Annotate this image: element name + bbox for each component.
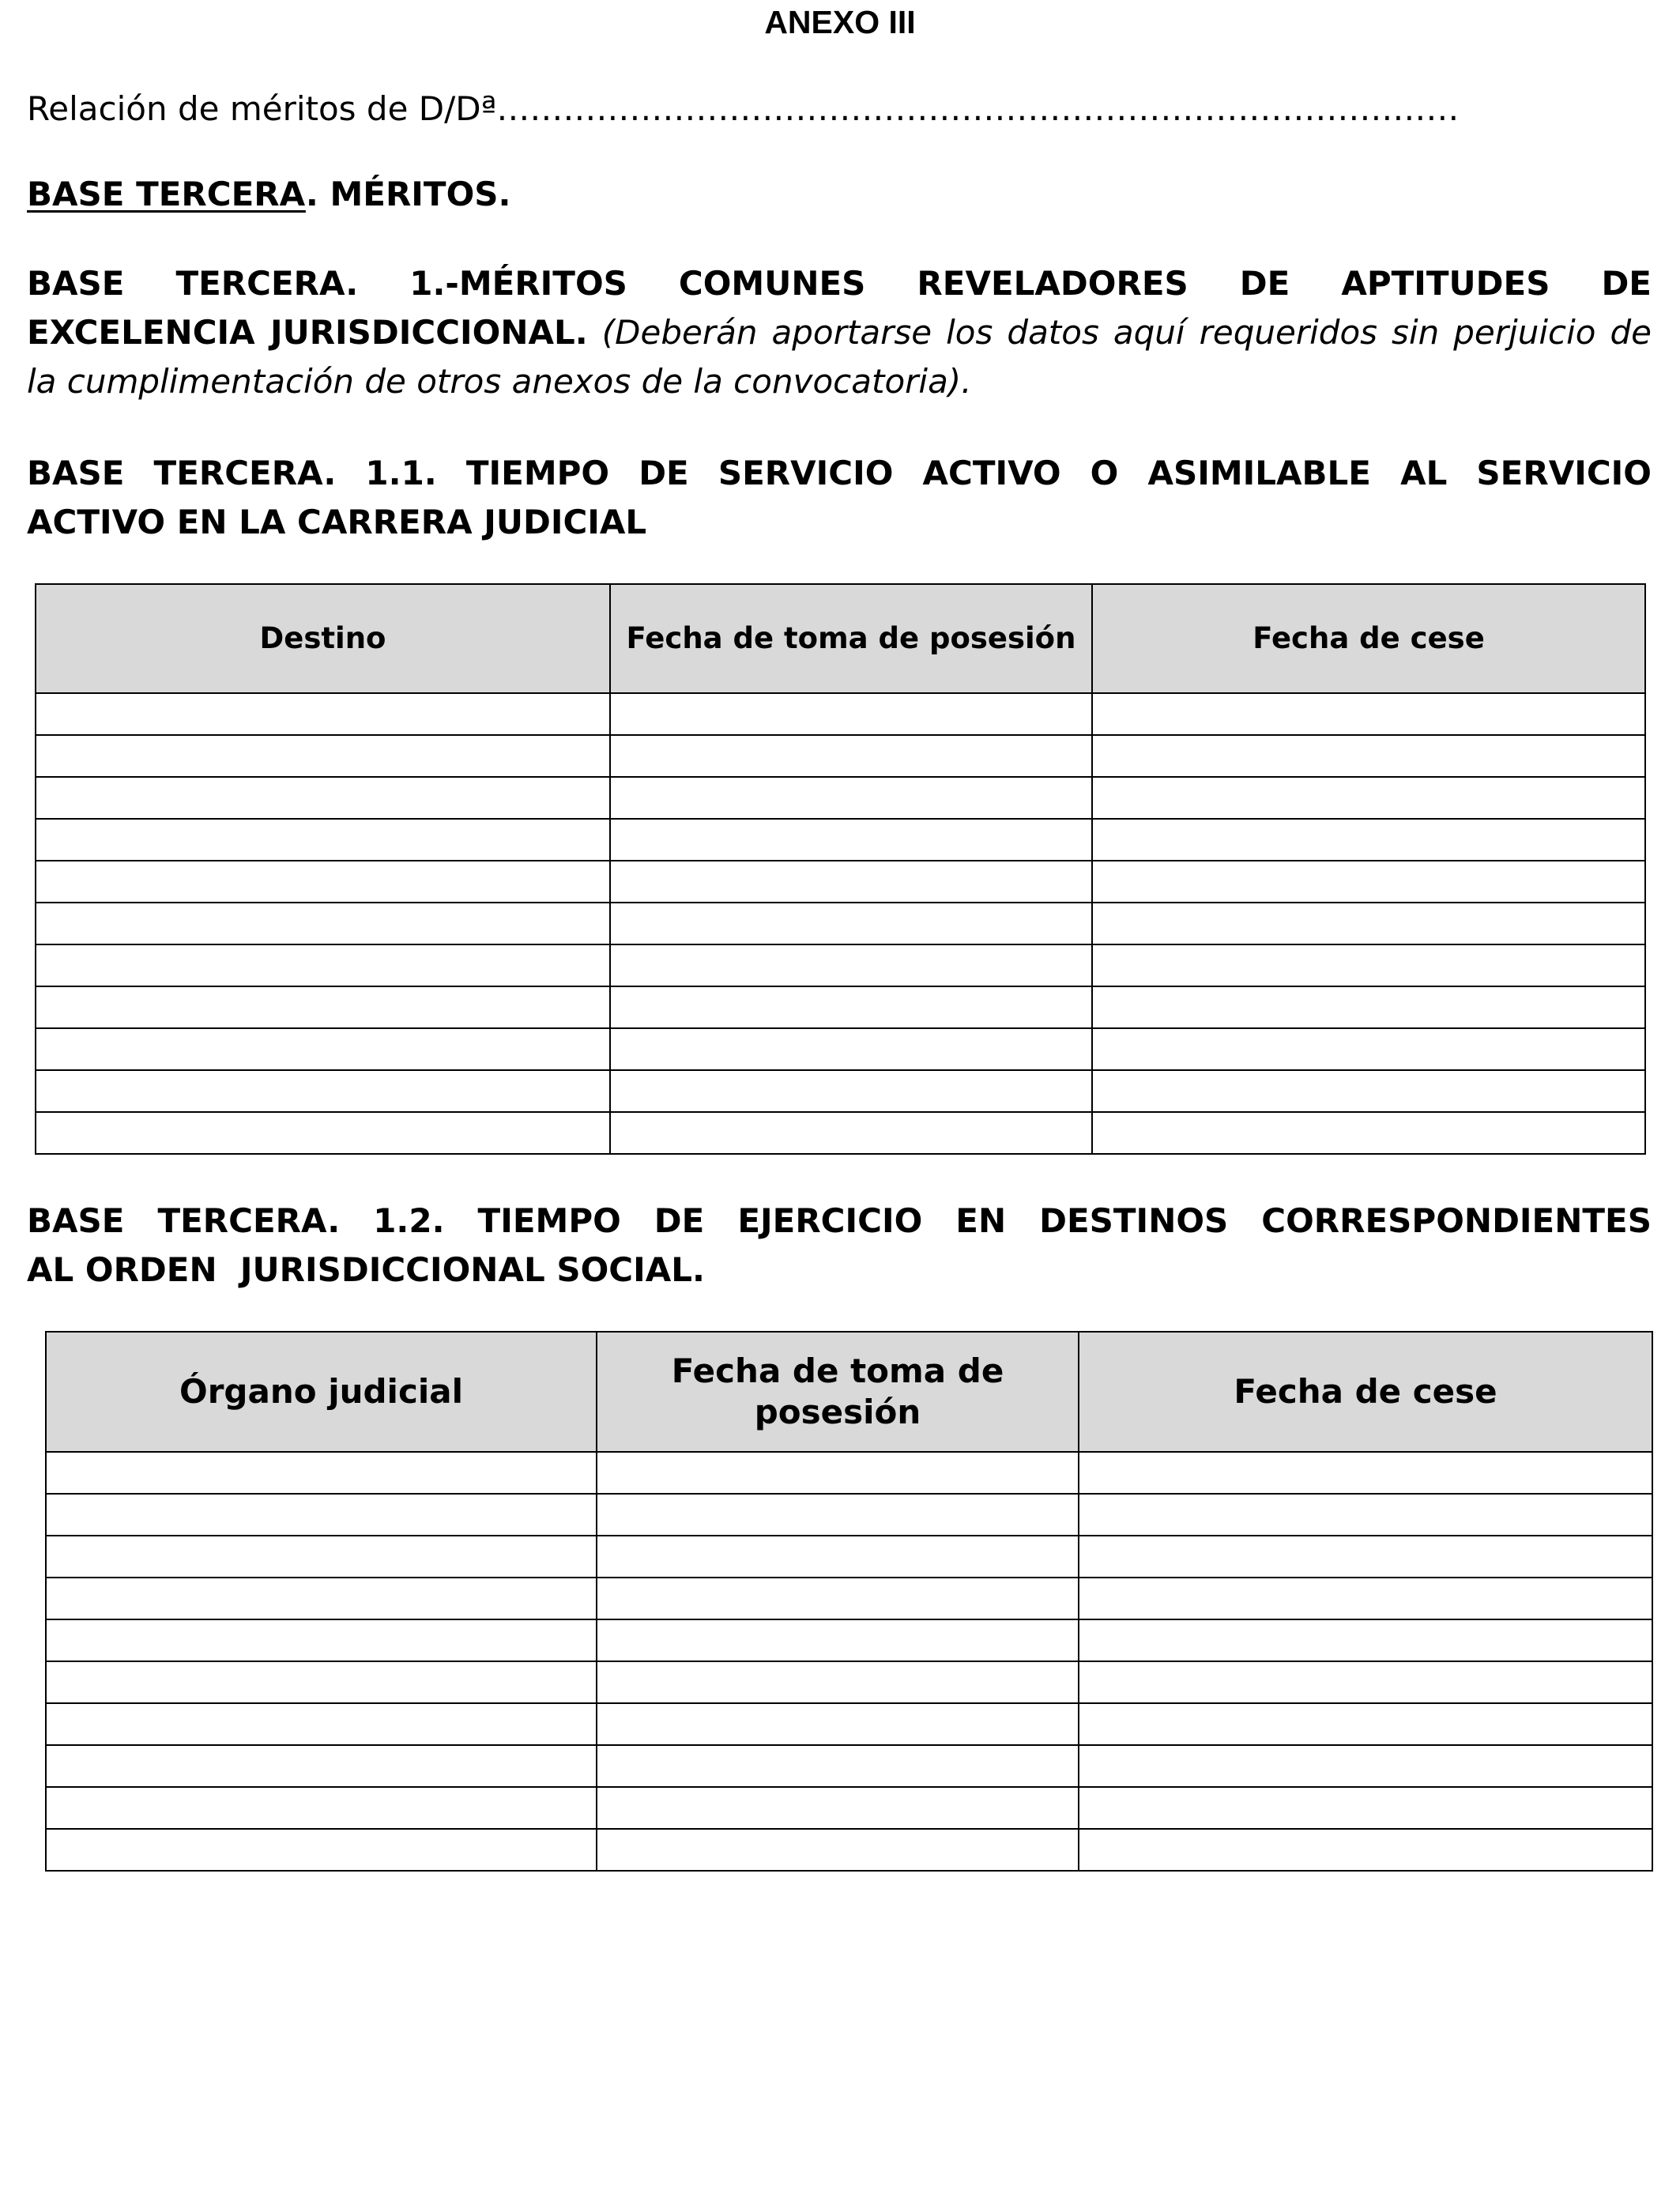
table-row — [36, 986, 1645, 1028]
column-header-fecha-toma: Fecha de toma de posesión — [610, 584, 1092, 693]
table-cell[interactable] — [597, 1829, 1079, 1871]
table-cell[interactable] — [36, 693, 610, 735]
table-cell[interactable] — [1079, 1745, 1652, 1787]
table-cell[interactable] — [1079, 1619, 1652, 1661]
column-header-fecha-cese: Fecha de cese — [1079, 1332, 1652, 1452]
table-cell[interactable] — [1092, 944, 1645, 986]
section-1-note: (Deberán aportarse los datos aquí requeridos sin perjuicio de la cumplimentación de otros anexos de la convocatoria). — [27, 313, 1652, 401]
table-cell[interactable] — [46, 1661, 597, 1703]
table-cell[interactable] — [36, 1070, 610, 1112]
social-jurisdiction-table — [45, 1331, 1653, 1872]
table-row — [36, 903, 1645, 944]
table-cell[interactable] — [1092, 819, 1645, 861]
table-row — [36, 693, 1645, 735]
table-cell[interactable] — [610, 777, 1092, 819]
table-cell[interactable] — [597, 1787, 1079, 1829]
table-cell[interactable] — [1092, 693, 1645, 735]
table-cell[interactable] — [610, 1070, 1092, 1112]
table-cell[interactable] — [46, 1703, 597, 1745]
table-cell[interactable] — [46, 1452, 597, 1494]
table-cell[interactable] — [610, 1112, 1092, 1154]
table-cell[interactable] — [46, 1536, 597, 1578]
table-cell[interactable] — [1092, 1028, 1645, 1070]
table-cell[interactable] — [610, 986, 1092, 1028]
table-cell[interactable] — [597, 1745, 1079, 1787]
table-cell[interactable] — [1079, 1494, 1652, 1536]
table-cell[interactable] — [36, 861, 610, 903]
table-row — [36, 1070, 1645, 1112]
relation-line — [27, 87, 1459, 131]
table-header-row — [36, 584, 1645, 693]
table-cell[interactable] — [46, 1578, 597, 1619]
table-header-row — [46, 1332, 1652, 1452]
table-cell[interactable] — [36, 944, 610, 986]
table-cell[interactable] — [597, 1452, 1079, 1494]
table-cell[interactable] — [597, 1536, 1079, 1578]
relation-name-field[interactable]: …………………………………………………………………………… — [496, 89, 1460, 128]
table-cell[interactable] — [610, 735, 1092, 777]
table-cell[interactable] — [610, 819, 1092, 861]
table-row — [46, 1787, 1652, 1829]
table-cell[interactable] — [46, 1494, 597, 1536]
table-row — [46, 1745, 1652, 1787]
table-cell[interactable] — [1079, 1703, 1652, 1745]
table-cell[interactable] — [597, 1619, 1079, 1661]
section-1-2-heading-line2: AL ORDEN JURISDICCIONAL SOCIAL. — [27, 1250, 705, 1289]
table-cell[interactable] — [597, 1703, 1079, 1745]
column-header-fecha-cese: Fecha de cese — [1092, 584, 1645, 693]
table-row — [36, 735, 1645, 777]
table-cell[interactable] — [610, 1028, 1092, 1070]
table-cell[interactable] — [597, 1661, 1079, 1703]
table-row — [36, 1112, 1645, 1154]
table-cell[interactable] — [1092, 861, 1645, 903]
table-row — [46, 1661, 1652, 1703]
table-cell[interactable] — [36, 777, 610, 819]
section-1-paragraph — [27, 308, 1652, 406]
table-cell[interactable] — [46, 1829, 597, 1871]
social-jurisdiction-table-body — [46, 1452, 1652, 1871]
table-cell[interactable] — [1079, 1578, 1652, 1619]
table-row — [46, 1536, 1652, 1578]
table-row — [36, 861, 1645, 903]
table-cell[interactable] — [1079, 1829, 1652, 1871]
table-cell[interactable] — [36, 819, 610, 861]
table-row — [46, 1578, 1652, 1619]
annex-title: ANEXO III — [764, 4, 916, 40]
table-cell[interactable] — [610, 861, 1092, 903]
service-time-table — [35, 583, 1646, 1155]
table-cell[interactable] — [1079, 1787, 1652, 1829]
column-header-destino: Destino — [36, 584, 610, 693]
table-row — [36, 944, 1645, 986]
table-cell[interactable] — [1092, 903, 1645, 944]
table-cell[interactable] — [36, 735, 610, 777]
section-1-2-heading-line1: BASE TERCERA. 1.2. TIEMPO DE EJERCICIO EN DESTINOS CORRESPONDIENTES — [27, 1201, 1652, 1240]
column-header-organo-judicial: Órgano judicial — [46, 1332, 597, 1452]
table-cell[interactable] — [36, 986, 610, 1028]
table-cell[interactable] — [36, 903, 610, 944]
table-row — [36, 819, 1645, 861]
table-cell[interactable] — [46, 1619, 597, 1661]
section-main-title — [27, 170, 1652, 219]
table-cell[interactable] — [1079, 1536, 1652, 1578]
table-row — [46, 1703, 1652, 1745]
table-cell[interactable] — [36, 1028, 610, 1070]
table-row — [36, 1028, 1645, 1070]
section-1-heading-line2: EXCELENCIA JURISDICCIONAL. — [27, 313, 588, 352]
table-cell[interactable] — [610, 944, 1092, 986]
table-cell[interactable] — [1092, 777, 1645, 819]
table-cell[interactable] — [610, 903, 1092, 944]
table-cell[interactable] — [1092, 735, 1645, 777]
table-cell[interactable] — [1092, 986, 1645, 1028]
relation-label: Relación de méritos de D/Dª — [27, 89, 497, 128]
table-cell[interactable] — [1079, 1661, 1652, 1703]
section-1-1-heading-line2: ACTIVO EN LA CARRERA JUDICIAL — [27, 503, 647, 541]
table-row — [46, 1619, 1652, 1661]
table-cell[interactable] — [1092, 1112, 1645, 1154]
service-time-table-body — [36, 693, 1645, 1154]
table-cell[interactable] — [597, 1578, 1079, 1619]
table-cell[interactable] — [1079, 1452, 1652, 1494]
section-main-title-rest: . MÉRITOS. — [305, 175, 511, 213]
column-header-fecha-toma: Fecha de toma de posesión — [597, 1332, 1079, 1452]
table-row — [46, 1829, 1652, 1871]
table-cell[interactable] — [597, 1494, 1079, 1536]
table-cell[interactable] — [46, 1787, 597, 1829]
table-cell[interactable] — [610, 693, 1092, 735]
section-1-heading-line1: BASE TERCERA. 1.-MÉRITOS COMUNES REVELADORES DE APTITUDES DE — [27, 264, 1652, 303]
table-cell[interactable] — [1092, 1070, 1645, 1112]
table-row — [36, 777, 1645, 819]
table-cell[interactable] — [36, 1112, 610, 1154]
table-row — [46, 1494, 1652, 1536]
table-row — [46, 1452, 1652, 1494]
section-1-1-heading-line1: BASE TERCERA. 1.1. TIEMPO DE SERVICIO ACTIVO O ASIMILABLE AL SERVICIO — [27, 454, 1652, 492]
table-cell[interactable] — [46, 1745, 597, 1787]
section-main-title-underlined: BASE TERCERA — [27, 175, 306, 213]
